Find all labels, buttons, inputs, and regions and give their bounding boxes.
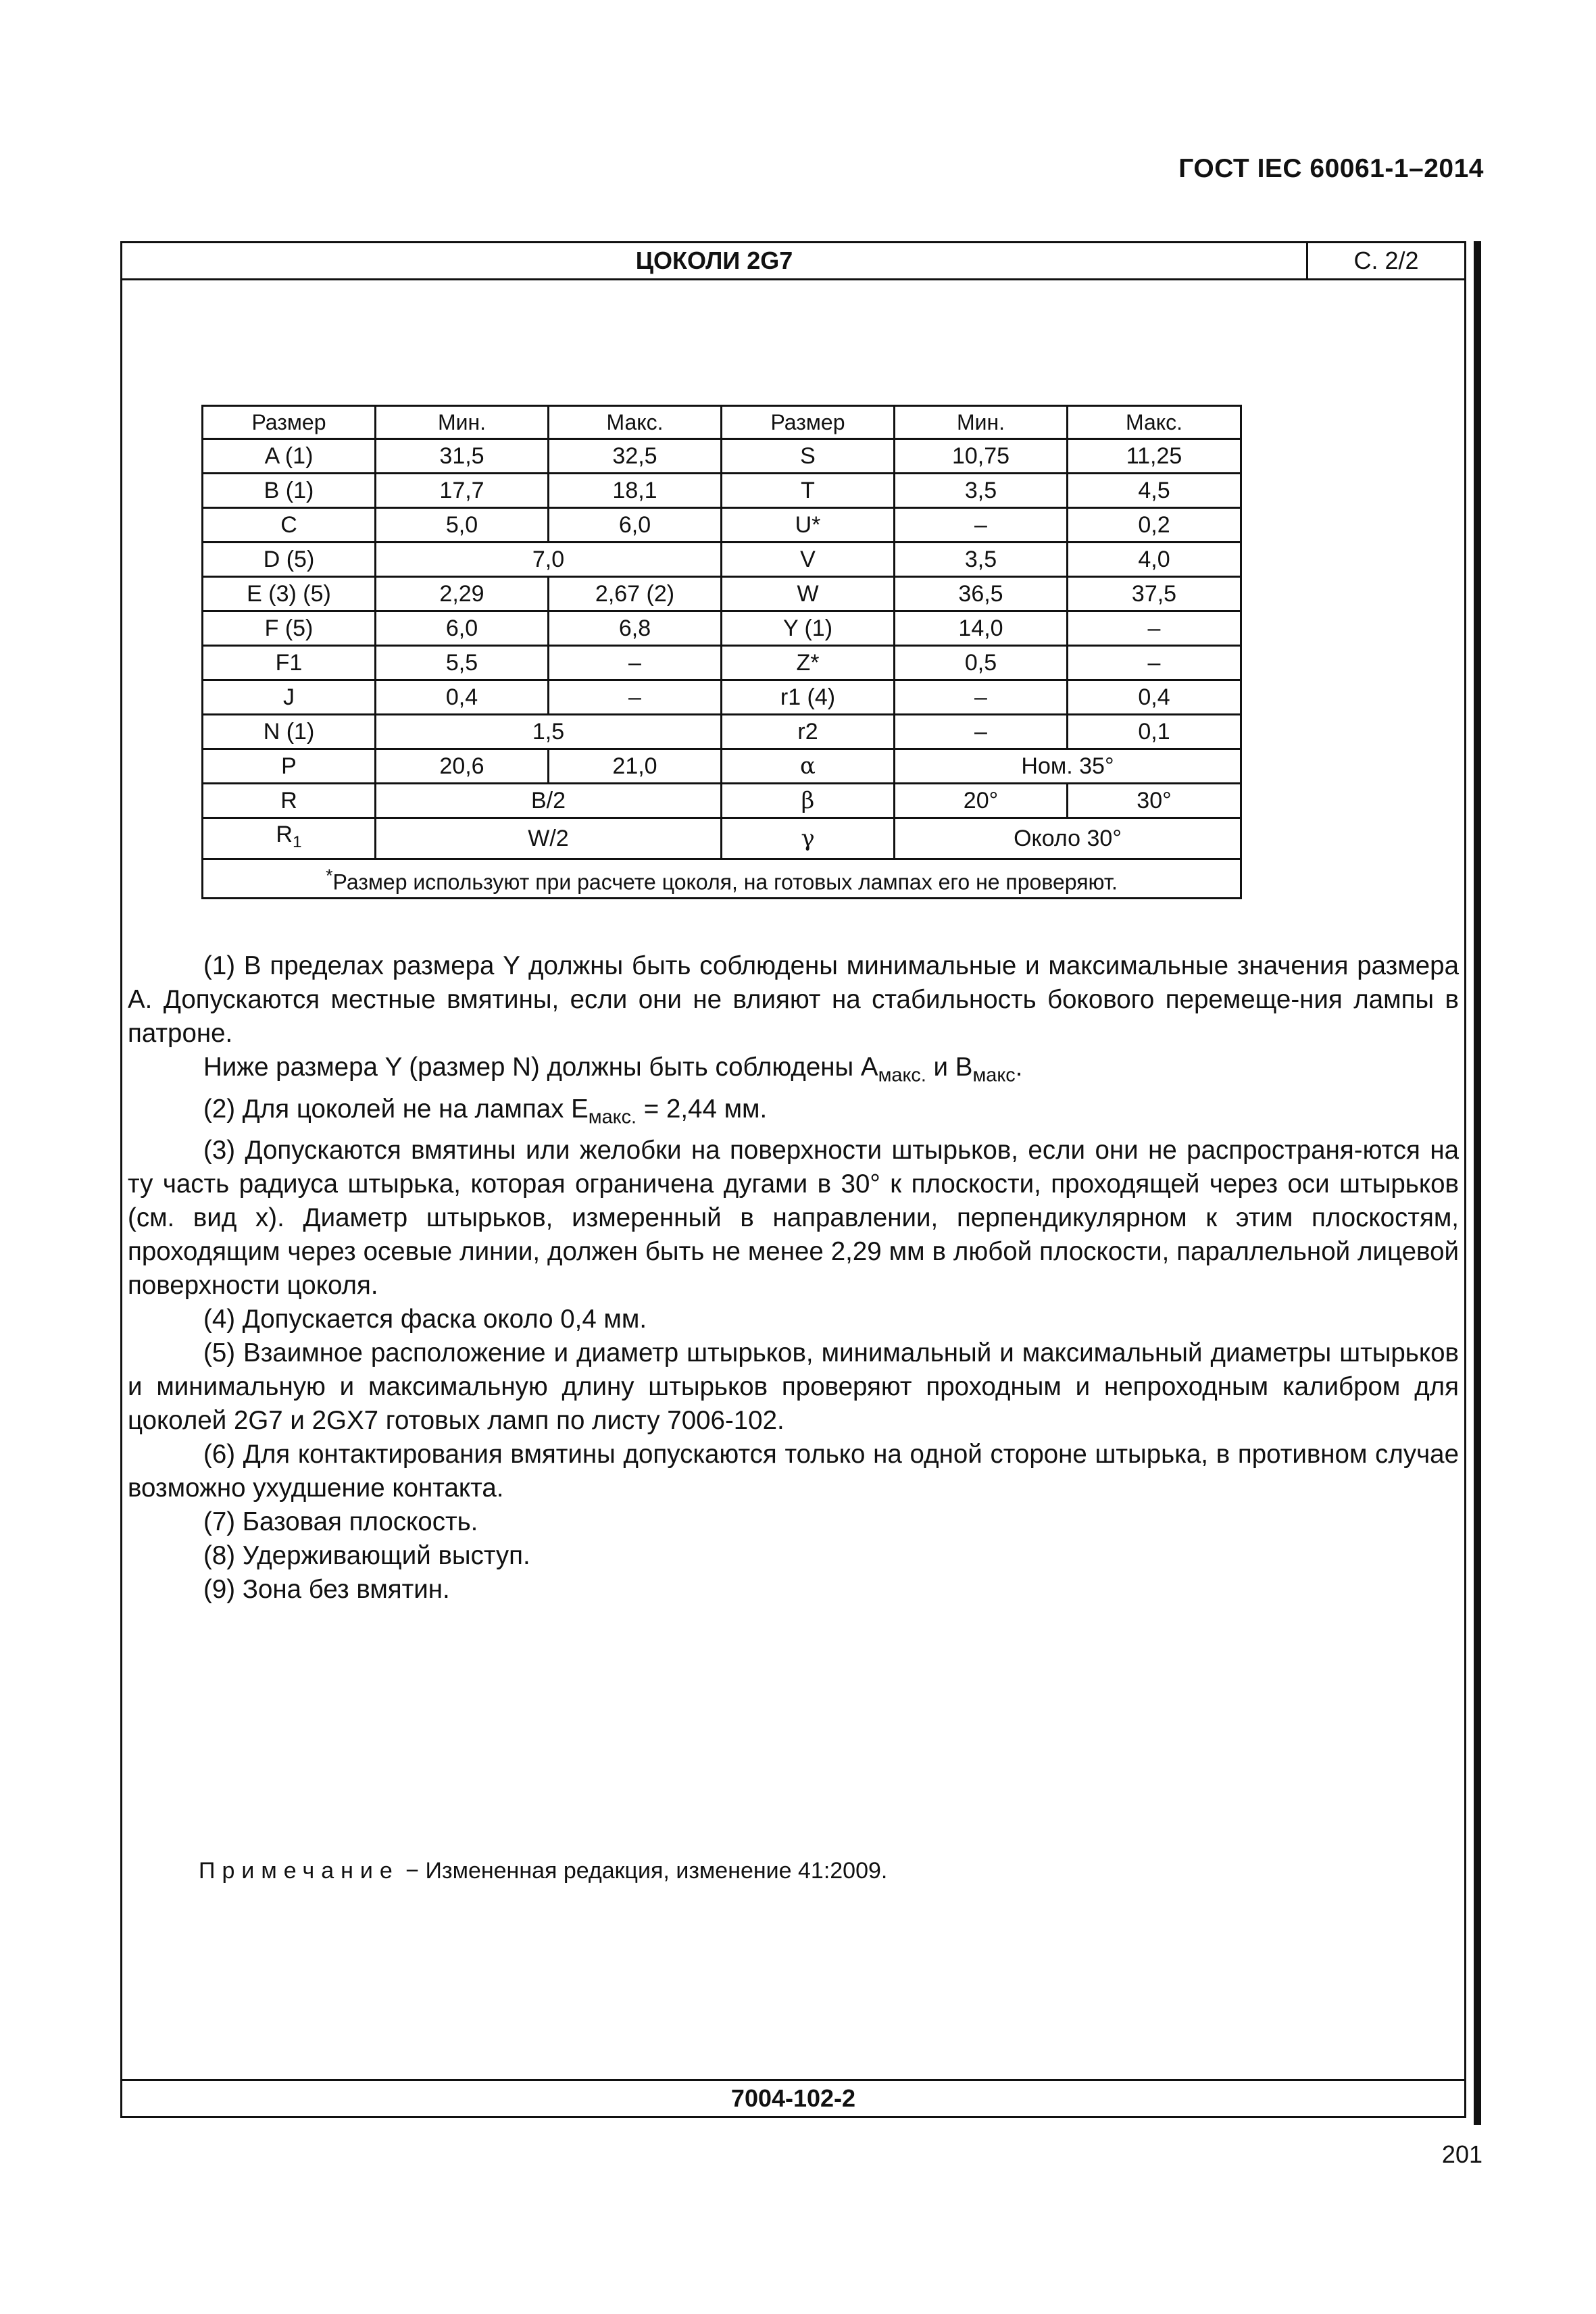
notes [128, 949, 1459, 1607]
table-cell: W [722, 577, 895, 611]
table-cell: 0,5 [895, 646, 1068, 680]
table-cell: 32,5 [549, 439, 722, 474]
table-cell: 5,0 [376, 508, 549, 543]
sheet-header [122, 243, 1464, 280]
sheet-frame [120, 241, 1466, 2118]
table-cell: 7,0 [376, 543, 722, 577]
table-cell: – [549, 646, 722, 680]
table-row [203, 715, 1241, 749]
dimensions-table [201, 405, 1242, 899]
table-cell: 2,29 [376, 577, 549, 611]
table-cell: Ном. 35° [895, 749, 1241, 784]
table-cell: 11,25 [1068, 439, 1241, 474]
table-cell: Y (1) [722, 611, 895, 646]
table-cell: α [722, 749, 895, 784]
table-cell: β [722, 784, 895, 818]
table-cell: F1 [203, 646, 376, 680]
table-cell: 21,0 [549, 749, 722, 784]
column-header: Размер [722, 406, 895, 439]
table-cell: – [895, 680, 1068, 715]
column-header: Макс. [1068, 406, 1241, 439]
table-cell: S [722, 439, 895, 474]
table-cell: 6,8 [549, 611, 722, 646]
table-cell: – [1068, 611, 1241, 646]
table-footnote-row [203, 859, 1241, 899]
table-cell: 30° [1068, 784, 1241, 818]
table-row [203, 577, 1241, 611]
table-cell: C [203, 508, 376, 543]
table-cell: E (3) (5) [203, 577, 376, 611]
column-header: Мин. [376, 406, 549, 439]
table-cell: – [549, 680, 722, 715]
table-cell: U* [722, 508, 895, 543]
table-row [203, 611, 1241, 646]
table-cell: 0,1 [1068, 715, 1241, 749]
table-cell: γ [722, 818, 895, 859]
table-cell: $R_1$ [203, 818, 376, 859]
note-4: (4) Допускается фаска около 0,4 мм. [203, 1305, 647, 1334]
remark-text: − Измененная редакция, изменение 41:2009. [399, 1858, 888, 1884]
table-cell: 1,5 [376, 715, 722, 749]
table-cell: 0,4 [376, 680, 549, 715]
table-cell: Около 30° [895, 818, 1241, 859]
table-row [203, 439, 1241, 474]
table-cell: B (1) [203, 474, 376, 508]
table-header-row [203, 406, 1241, 439]
table-cell: 0,2 [1068, 508, 1241, 543]
table-row [203, 543, 1241, 577]
page-number: 201 [1441, 2140, 1482, 2168]
table-cell: B/2 [376, 784, 722, 818]
table-cell: – [1068, 646, 1241, 680]
table-cell: T [722, 474, 895, 508]
note-3: (3) Допускаются вмятины или желобки на поверхности штырьков, если они не распространя-ются на ту часть радиуса штырька, которая ограничена дугами в 30° к плоскости, проходящей через оси штырьков (см. вид x). Диаметр штырьков, измеренный в направлении, перпендикулярном к этим плоскостям, проходящим через осевые линии, должен быть не менее 2,29 мм в любой плоскости, параллельной лицевой поверхности цоколя. [128, 1136, 1459, 1301]
table-cell: 18,1 [549, 474, 722, 508]
table-cell: 31,5 [376, 439, 549, 474]
note-6: (6) Для контактирования вмятины допускаются только на одной стороне штырька, в противном случае возможно ухудшение контакта. [128, 1440, 1459, 1503]
table-row [203, 646, 1241, 680]
table-row [203, 749, 1241, 784]
column-header: Мин. [895, 406, 1068, 439]
note-1: (1) В пределах размера Y должны быть соблюдены минимальные и максимальные значения размера A. Допускаются местные вмятины, если они не влияют на стабильность бокового перемеще-ния лампы в патроне. [128, 951, 1459, 1048]
note-9: (9) Зона без вмятин. [203, 1575, 450, 1605]
table-cell: W/2 [376, 818, 722, 859]
table-cell: A (1) [203, 439, 376, 474]
table-cell: 10,75 [895, 439, 1068, 474]
standard-code: ГОСТ IEC 60061-1–2014 [1178, 154, 1484, 183]
table-cell: 6,0 [376, 611, 549, 646]
table-cell: 6,0 [549, 508, 722, 543]
table-cell: 5,5 [376, 646, 549, 680]
table-cell: D (5) [203, 543, 376, 577]
frame-shadow [1474, 241, 1481, 2125]
note-8: (8) Удерживающий выступ. [203, 1541, 530, 1571]
sheet-number: 7004-102-2 [122, 2079, 1464, 2116]
table-cell: 20,6 [376, 749, 549, 784]
note-5: (5) Взаимное расположение и диаметр штырьков, минимальный и максимальный диаметры штырьков и минимальную и максимальную длину штырьков проверяют проходным и непроходным калибром для цоколей 2G7 и 2GX7 готовых ламп по листу 7006-102. [128, 1338, 1459, 1436]
table-cell: N (1) [203, 715, 376, 749]
table-cell: r2 [722, 715, 895, 749]
table-footnote: *Размер используют при расчете цоколя, на готовых лампах его не проверяют. [203, 859, 1241, 899]
table-cell: 3,5 [895, 543, 1068, 577]
table-cell: 3,5 [895, 474, 1068, 508]
table-cell: 4,0 [1068, 543, 1241, 577]
sheet-title: ЦОКОЛИ 2G7 [635, 247, 793, 274]
table-cell: 4,5 [1068, 474, 1241, 508]
table-cell: 17,7 [376, 474, 549, 508]
table-cell: 2,67 (2) [549, 577, 722, 611]
table-cell: – [895, 508, 1068, 543]
note-2: (2) Для цоколей не на лампах $E_{макс.} = 2,44$ мм. [203, 1094, 768, 1128]
table-cell: R [203, 784, 376, 818]
column-header: Макс. [549, 406, 722, 439]
sheet-page: С. 2/2 [1353, 247, 1419, 274]
table-cell: 14,0 [895, 611, 1068, 646]
table-row [203, 474, 1241, 508]
table-cell: 20° [895, 784, 1068, 818]
note-7: (7) Базовая плоскость. [203, 1507, 478, 1537]
table-cell: J [203, 680, 376, 715]
table-cell: – [895, 715, 1068, 749]
table-row [203, 680, 1241, 715]
note-1b: Ниже размера Y (размер N) должны быть соблюдены $A_{макс.}$ и $B_{макс}$. [203, 1053, 1023, 1086]
remark-label: Примечание [199, 1858, 399, 1884]
table-row [203, 784, 1241, 818]
table-cell: 0,4 [1068, 680, 1241, 715]
table-cell: P [203, 749, 376, 784]
table-cell: F (5) [203, 611, 376, 646]
table-cell: 36,5 [895, 577, 1068, 611]
table-cell: Z* [722, 646, 895, 680]
column-header: Размер [203, 406, 376, 439]
table-row [203, 818, 1241, 859]
table-cell: V [722, 543, 895, 577]
remark [199, 1858, 887, 1884]
table-row [203, 508, 1241, 543]
table-cell: r1 (4) [722, 680, 895, 715]
table-cell: 37,5 [1068, 577, 1241, 611]
